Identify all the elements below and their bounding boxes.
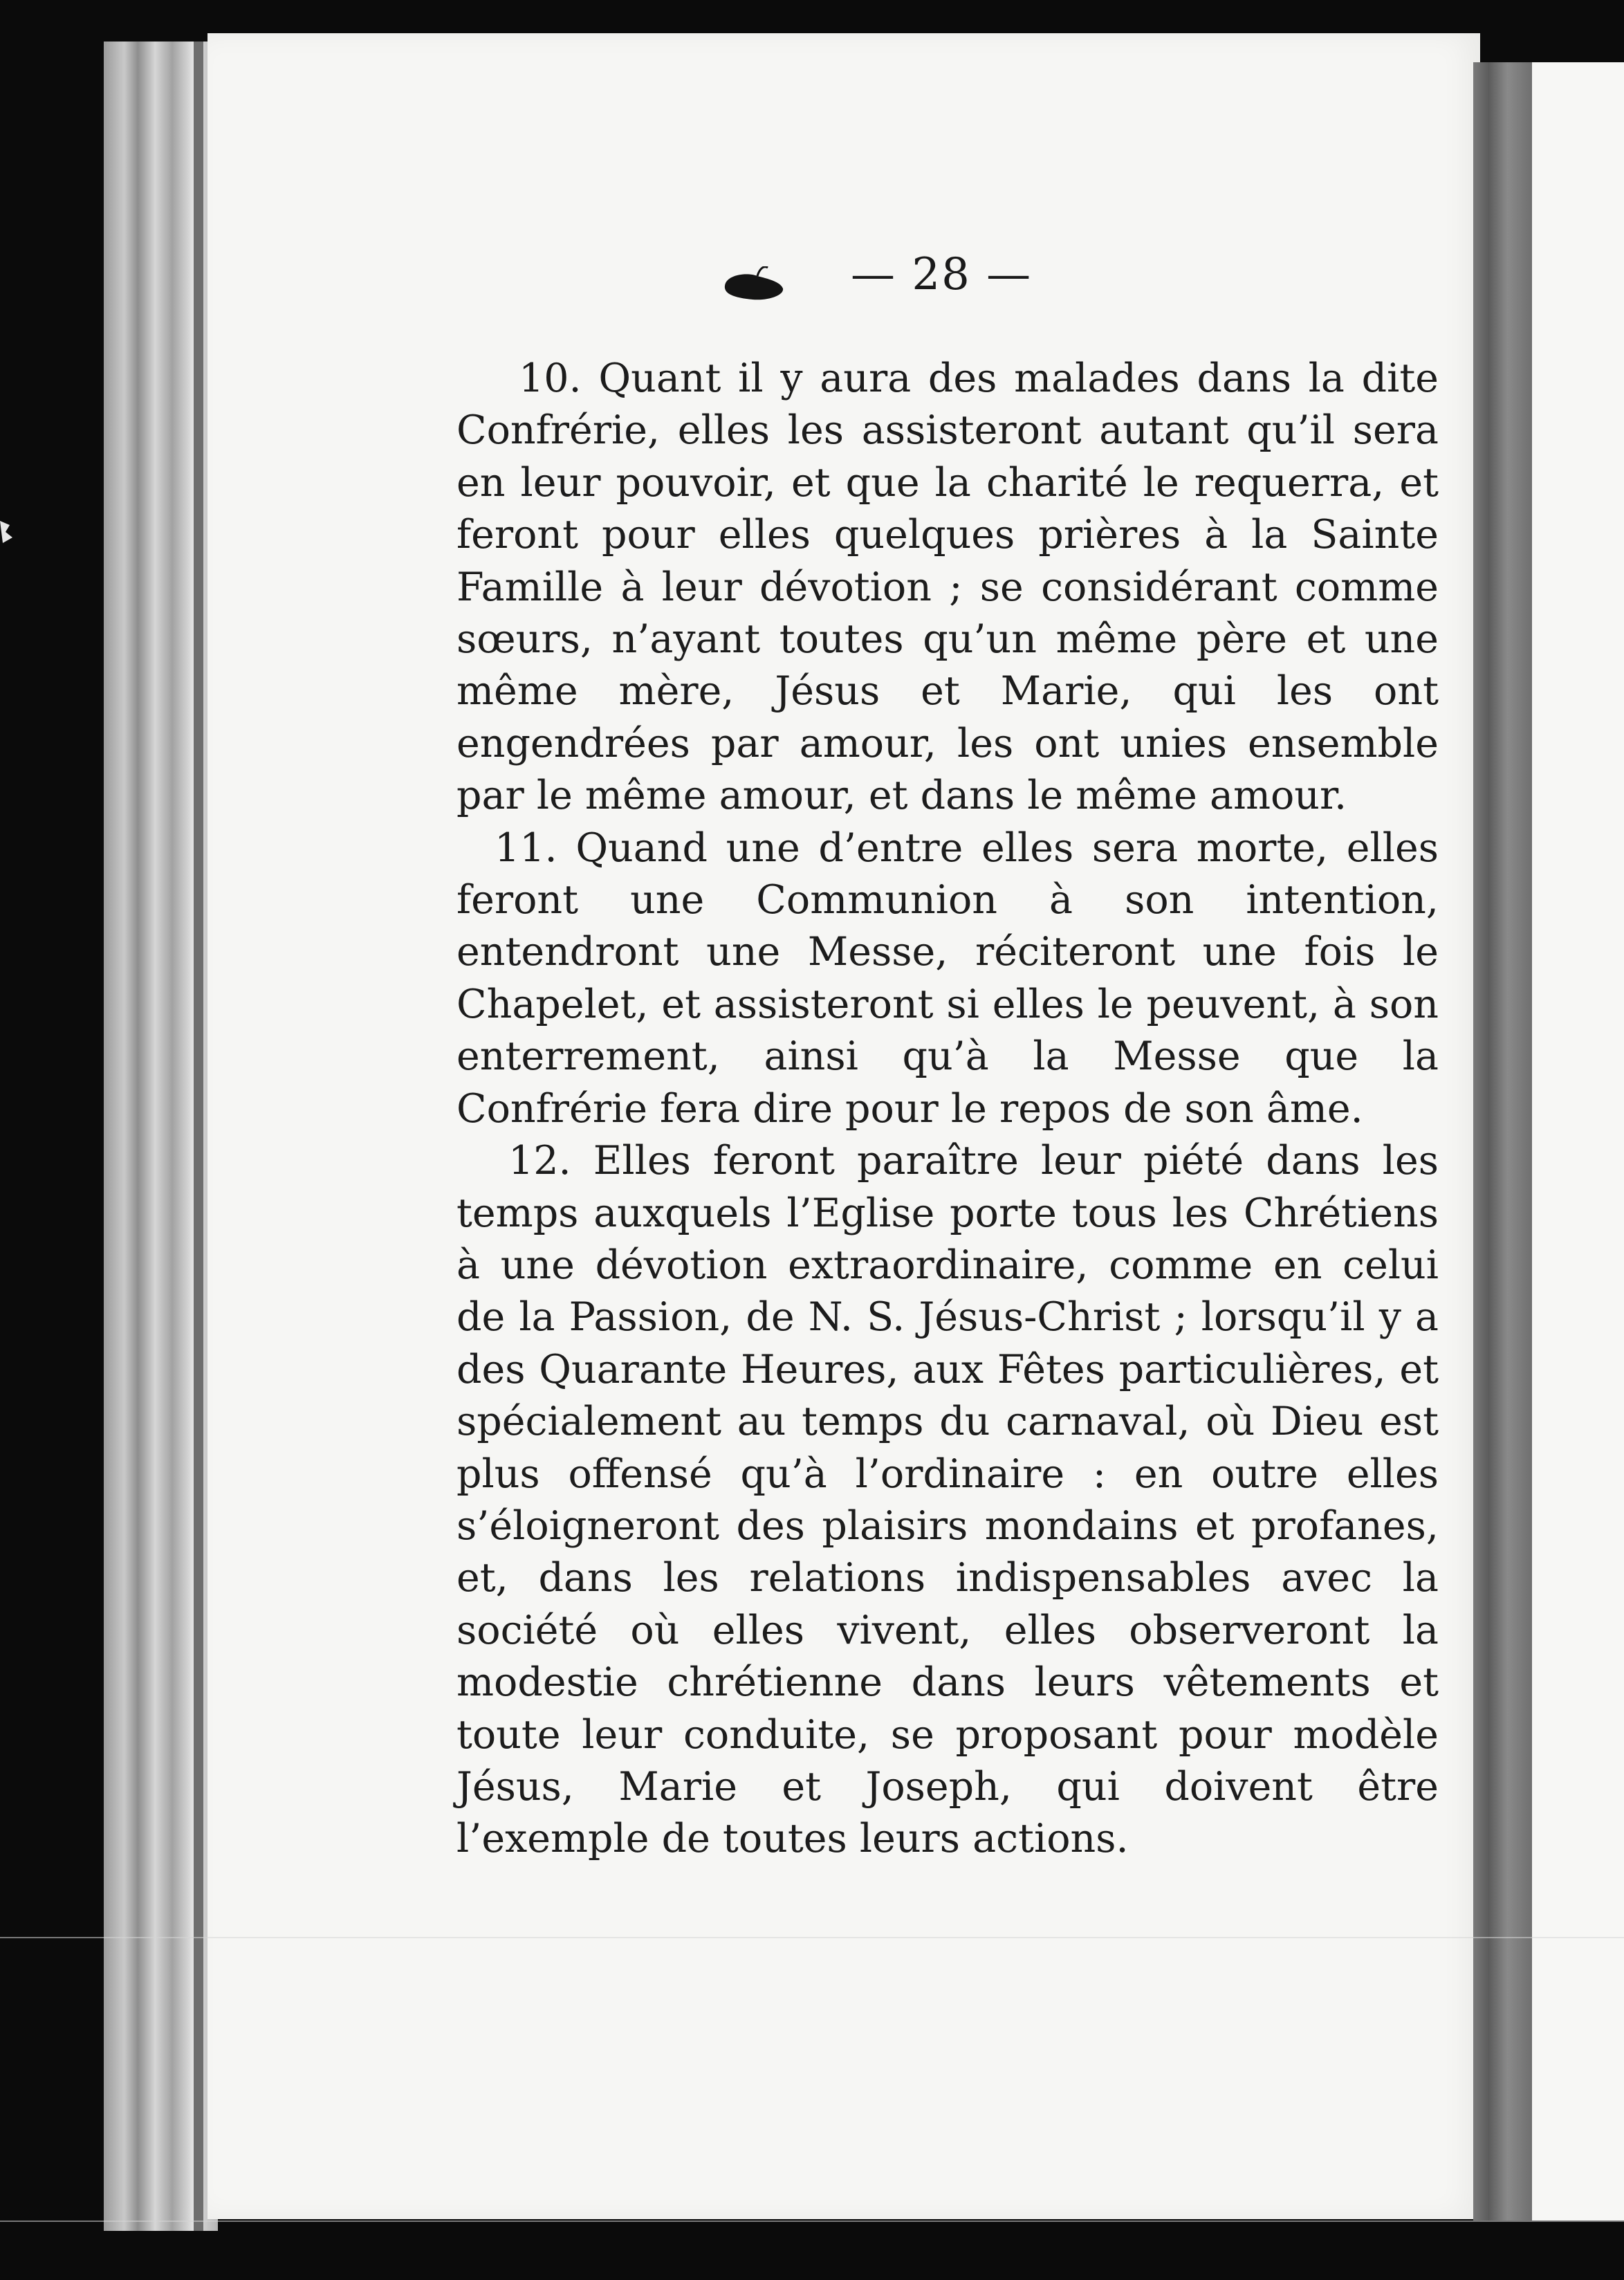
paragraph: 11. Quand une d’entre elles sera morte, elles feront une Communion à son intention, entendront une Messe, réciteront une fois le Chapelet, et assisteront si elles le peuvent, à son enterrement, ainsi qu’à la Messe que la Confrérie fera dire pour le repos de son âme. xyxy=(456,825,1439,1132)
page-number: — 28 — xyxy=(851,249,1033,300)
page-edge-shadow xyxy=(194,42,203,2231)
body-text xyxy=(456,353,1439,1866)
paragraph: 10. Quant il y aura des malades dans la dite Confrérie, elles les assisteront autant qu’il sera en leur pouvoir, et que la charité le requerra, et feront pour elles quelques prières à la Sainte Famille à leur dévotion ; se considérant comme sœurs, n’ayant toutes qu’un même père et une même mère, Jésus et Marie, qui les ont engendrées par amour, les ont unies ensemble par le même amour, et dans le même amour. xyxy=(456,356,1439,819)
ink-blot-icon xyxy=(719,266,788,304)
scan-artifact-line xyxy=(0,2221,1624,2222)
scan-speck-icon xyxy=(0,515,15,550)
paragraph: 12. Elles feront paraître leur piété dans les temps auxquels l’Eglise porte tous les Chrétiens à une dévotion extraordinaire, comme en celui de la Passion, de N. S. Jésus-Christ ; lorsqu’il y a des Quarante Heures, aux Fêtes particulières, et spécialement au temps du carnaval, où Dieu est plus offensé qu’à l’ordinaire : en outre elles s’éloigneront des plaisirs mondains et profanes, et, dans les relations indispensables avec la société où elles vivent, elles observeront la modestie chrétienne dans leurs vêtements et toute leur conduite, se proposant pour modèle Jésus, Marie et Joseph, qui doivent être l’exemple de toutes leurs actions. xyxy=(456,1138,1439,1862)
right-page xyxy=(1532,62,1624,2221)
binding-gutter xyxy=(1473,62,1535,2221)
scan-artifact-line xyxy=(0,1937,1624,1938)
